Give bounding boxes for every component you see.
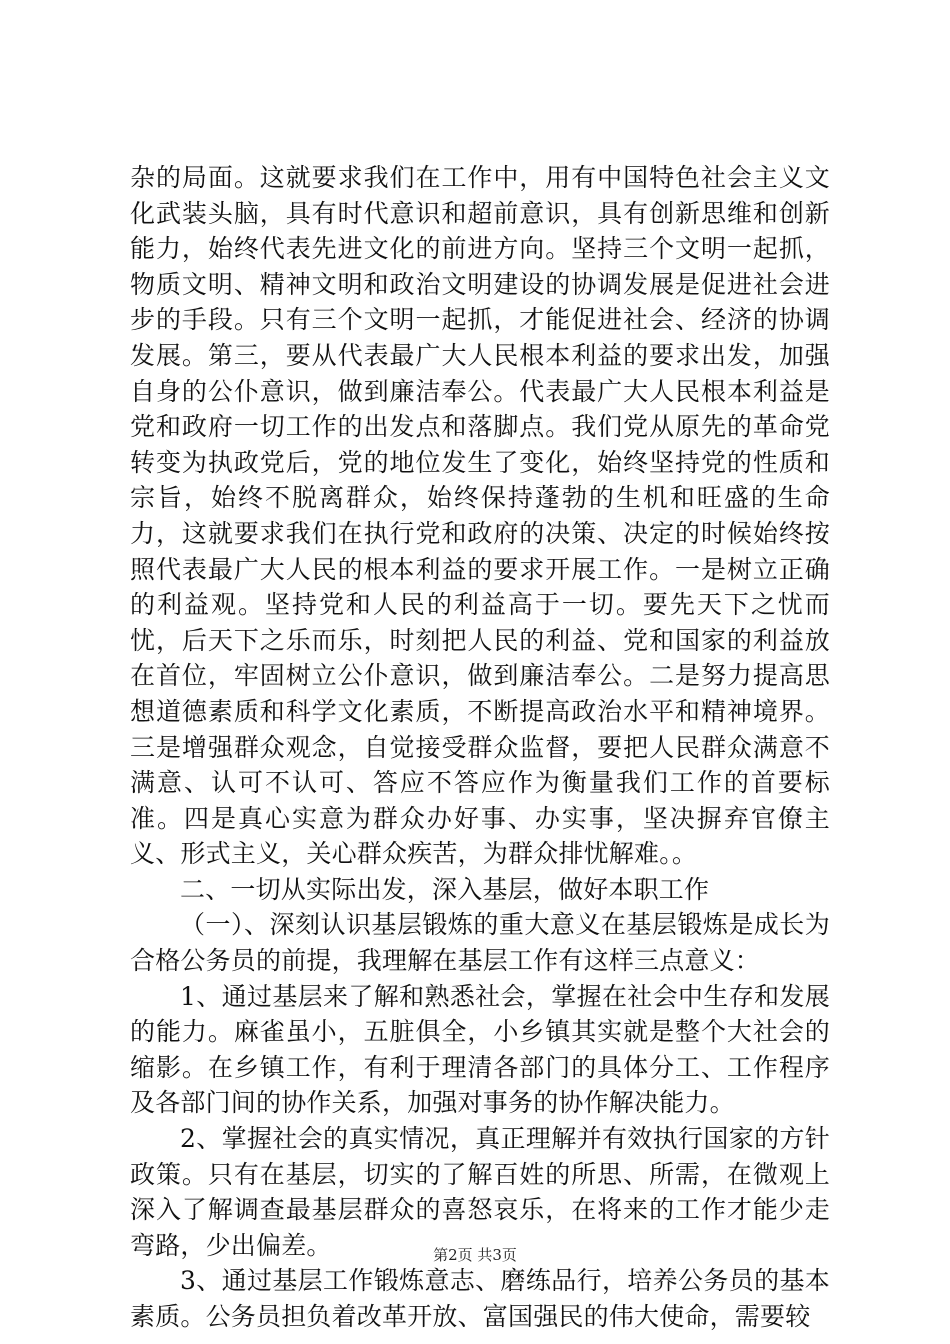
subsection-heading-1: （一）、深刻认识基层锻炼的重大意义在基层锻炼是成长为合格公务员的前提，我理解在基层工作有这样三点意义：: [130, 910, 830, 976]
page-footer: [0, 1245, 950, 1265]
body-paragraph-continuation: 杂的局面。这就要求我们在工作中，用有中国特色社会主义文化武装头脑，具有时代意识和超前意识，具有创新思维和创新能力，始终代表先进文化的前进方向。坚持三个文明一起抓，物质文明、精神文明和政治文明建设的协调发展是促进社会进步的手段。只有三个文明一起抓，才能促进社会、经济的协调发展。第三，要从代表最广大人民根本利益的要求出发，加强自身的公仆意识，做到廉洁奉公。代表最广大人民根本利益是党和政府一切工作的出发点和落脚点。我们党从原先的革命党转变为执政党后，党的地位发生了变化，始终坚持党的性质和宗旨，始终不脱离群众，始终保持蓬勃的生机和旺盛的生命力，这就要求我们在执行党和政府的决策、决定的时候始终按照代表最广大人民的根本利益的要求开展工作。一是树立正确的利益观。坚持党和人民的利益高于一切。要先天下之忧而忧，后天下之乐而乐，时刻把人民的利益、党和国家的利益放在首位，牢固树立公仆意识，做到廉洁奉公。二是努力提高思想道德素质和科学文化素质，不断提高政治水平和精神境界。三是增强群众观念，自觉接受群众监督，要把人民群众满意不满意、认可不认可、答应不答应作为衡量我们工作的首要标准。四是真心实意为群众办好事、办实事，坚决摒弃官僚主义、形式主义，关心群众疾苦，为群众排忧解难。。: [130, 163, 830, 869]
section-heading-2: 二、一切从实际出发，深入基层，做好本职工作: [180, 874, 710, 904]
list-item-1: 1、通过基层来了解和熟悉社会，掌握在社会中生存和发展的能力。麻雀虽小，五脏俱全，小乡镇其实就是整个大社会的缩影。在乡镇工作，有利于理清各部门的具体分工、工作程序及各部门间的协作关系，加强对事务的协作解决能力。: [130, 981, 830, 1118]
list-item-3: 3、通过基层工作锻炼意志、磨练品行，培养公务员的基本素质。公务员担负着改革开放、富国强民的伟大使命，需要较: [130, 1266, 830, 1331]
list-item-2: 2、掌握社会的真实情况，真正理解并有效执行国家的方针政策。只有在基层，切实的了解百姓的所思、所需，在微观上深入了解调查最基层群众的喜怒哀乐，在将来的工作才能少走弯路，少出偏差。: [130, 1124, 830, 1260]
document-body: [130, 160, 830, 1335]
page-number-label: 第2页 共3页: [433, 1246, 517, 1264]
